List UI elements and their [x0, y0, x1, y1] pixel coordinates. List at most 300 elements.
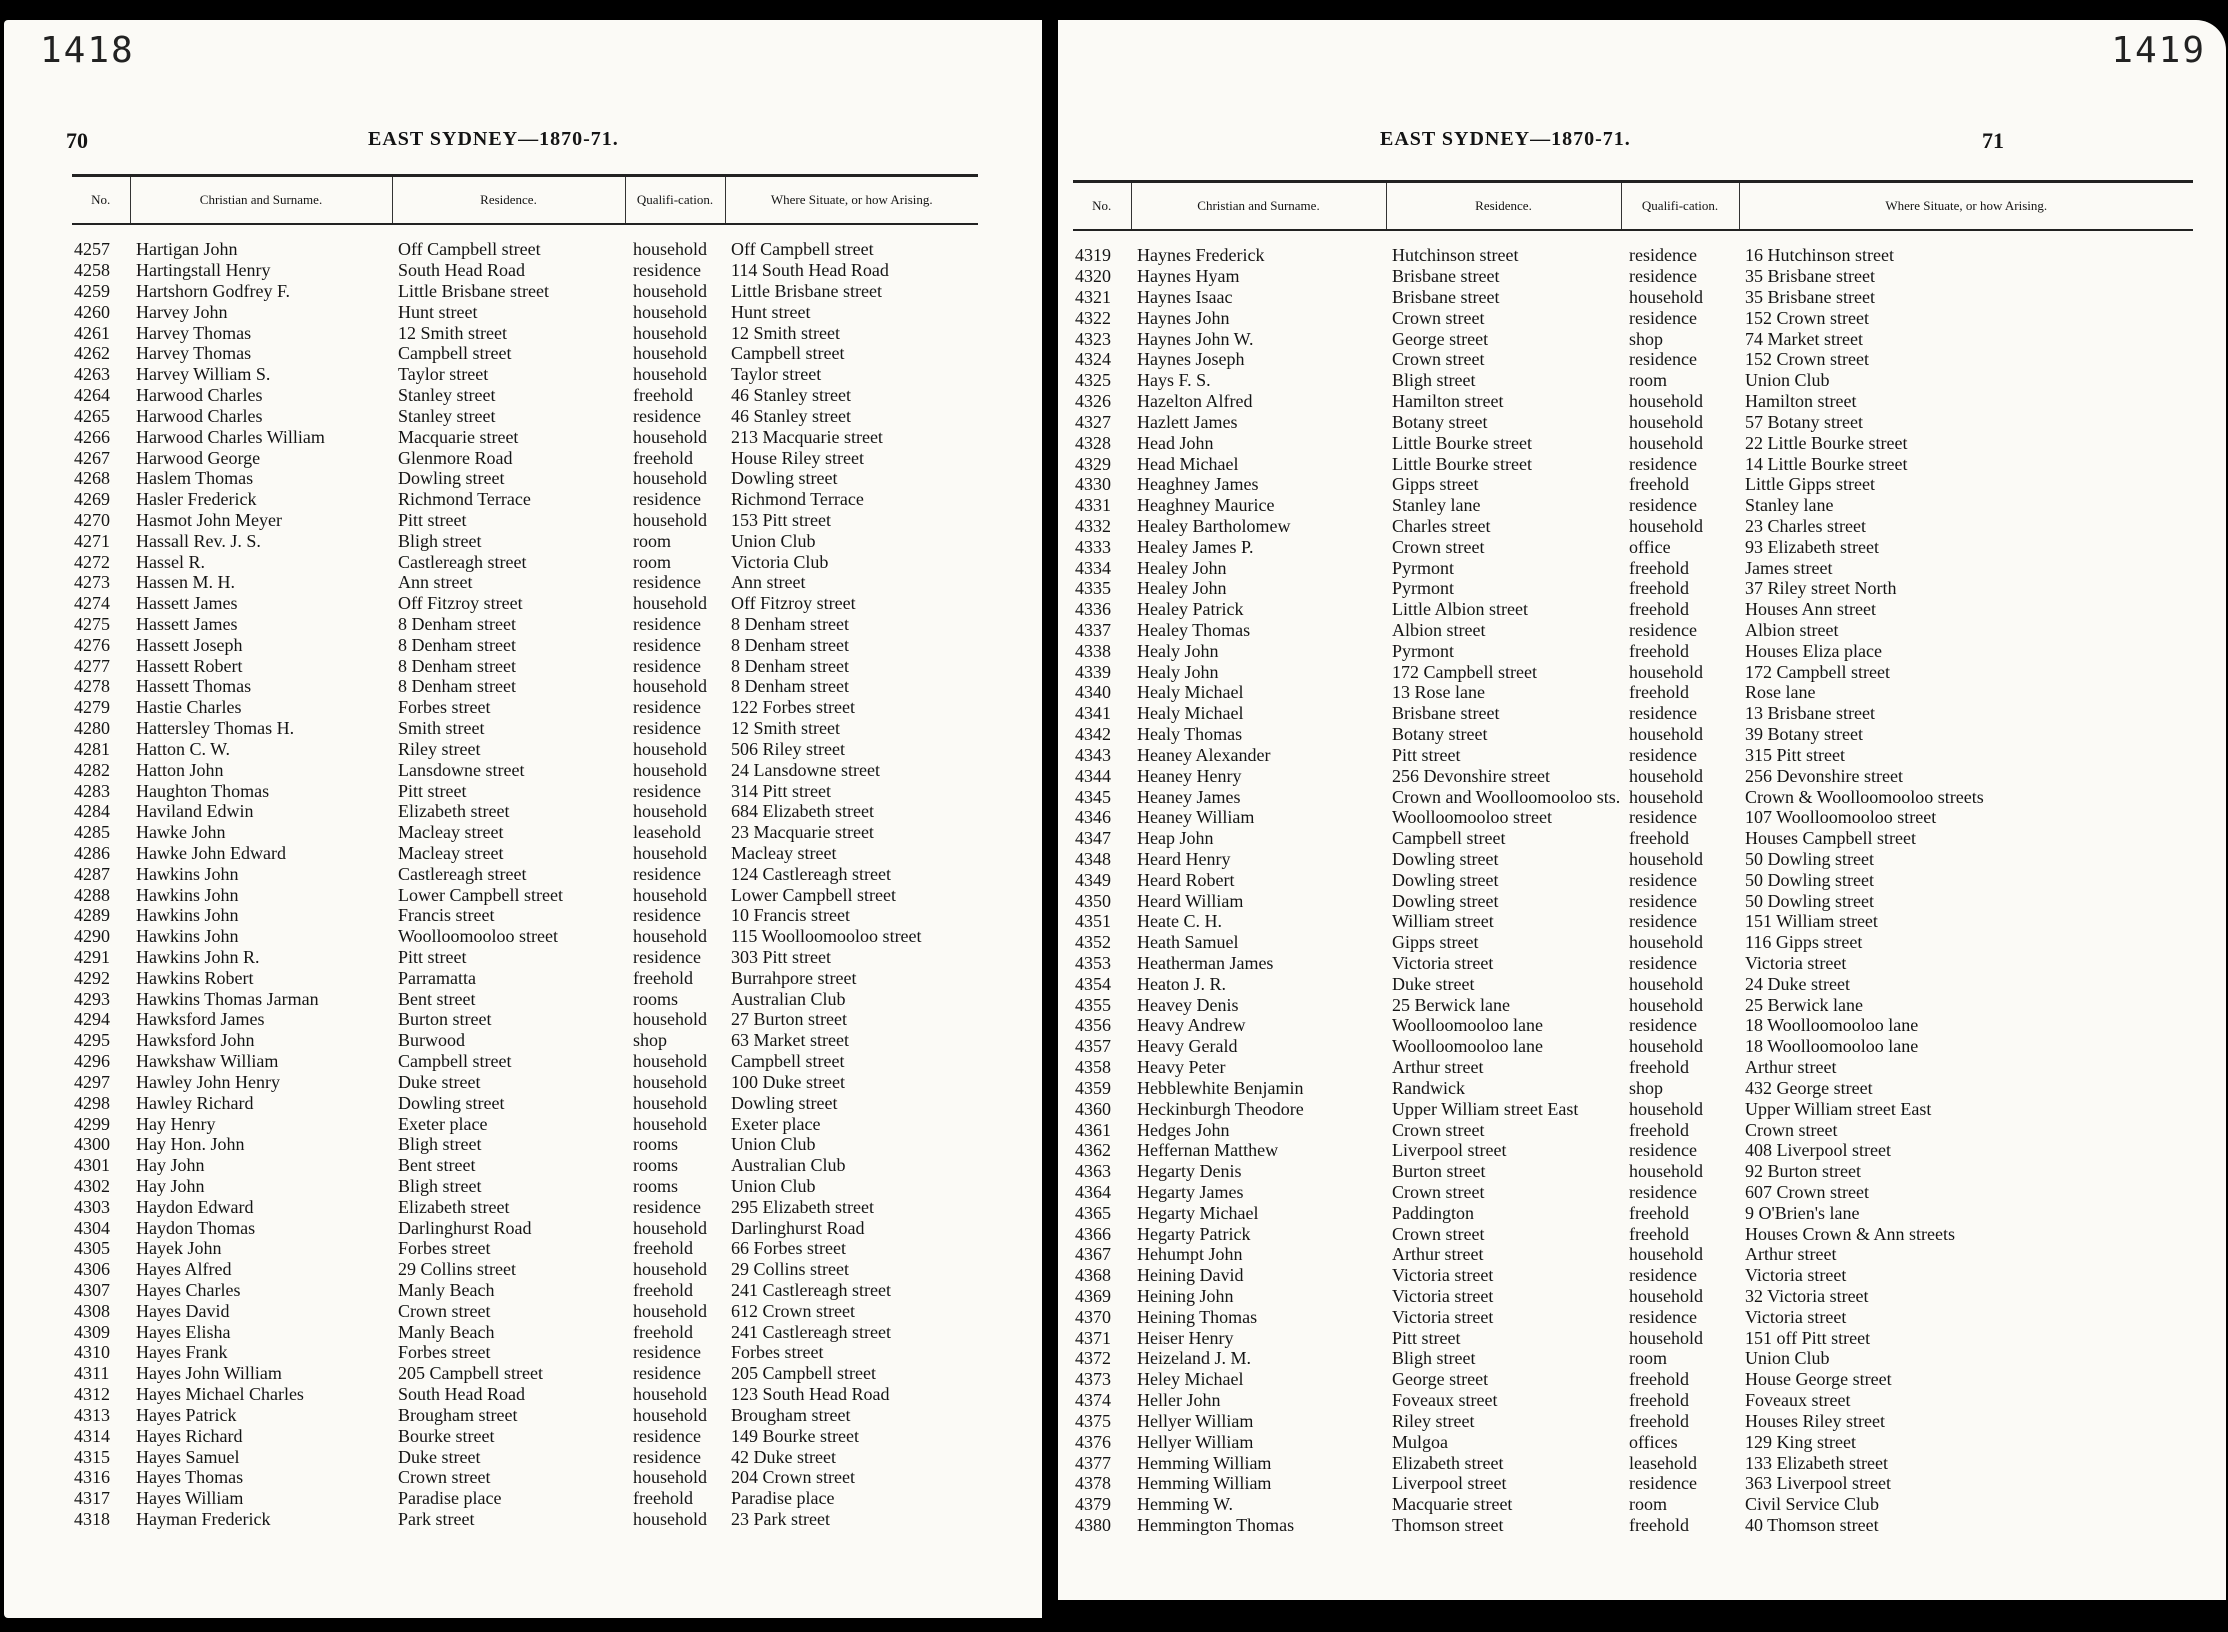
residence: Little Bourke street — [1392, 432, 1532, 453]
elector-name: Hassett James — [136, 614, 238, 635]
qualification: freehold — [1629, 682, 1689, 703]
residence: Pitt street — [398, 780, 467, 801]
table-row — [72, 967, 978, 988]
residence: Crown and Woolloomooloo sts. — [1392, 786, 1621, 807]
where-situate: 35 Brisbane street — [1745, 266, 1875, 287]
elector-name: Heap John — [1137, 828, 1214, 849]
table-row — [72, 1238, 978, 1259]
entry-number: 4328 — [1075, 432, 1111, 453]
where-situate: Union Club — [731, 1175, 816, 1196]
residence: Crown street — [1392, 536, 1485, 557]
residence: Crown street — [1392, 1119, 1485, 1140]
qualification: residence — [633, 614, 701, 635]
table-row — [72, 884, 978, 905]
table-row — [1073, 1348, 2193, 1369]
table-row — [72, 1113, 978, 1134]
residence: 205 Campbell street — [398, 1363, 543, 1384]
table-row — [1073, 370, 2193, 391]
elector-name: Hayes Michael Charles — [136, 1384, 304, 1405]
residence: Victoria street — [1392, 1286, 1494, 1307]
residence: 256 Devonshire street — [1392, 765, 1550, 786]
elector-name: Hemming W. — [1137, 1494, 1234, 1515]
entry-number: 4352 — [1075, 932, 1111, 953]
entry-number: 4325 — [1075, 370, 1111, 391]
residence: Stanley street — [398, 385, 496, 406]
where-situate: 151 William street — [1745, 911, 1878, 932]
table-row — [72, 739, 978, 760]
residence: 172 Campbell street — [1392, 661, 1537, 682]
residence: Off Fitzroy street — [398, 593, 523, 614]
elector-name: Heavy Peter — [1137, 1057, 1226, 1078]
table-row — [1073, 724, 2193, 745]
entry-number: 4301 — [74, 1155, 110, 1176]
qualification: household — [1629, 432, 1703, 453]
elector-name: Hazlett James — [1137, 411, 1238, 432]
table-row — [1073, 349, 2193, 370]
elector-name: Harwood George — [136, 447, 261, 468]
elector-name: Healey James P. — [1137, 536, 1254, 557]
entry-number: 4338 — [1075, 640, 1111, 661]
table-row — [1073, 703, 2193, 724]
table-row — [72, 1155, 978, 1176]
elector-name: Heath Samuel — [1137, 932, 1239, 953]
table-row — [1073, 953, 2193, 974]
entry-number: 4270 — [74, 509, 110, 530]
qualification: freehold — [1629, 1514, 1689, 1535]
residence: Little Bourke street — [1392, 453, 1532, 474]
entry-number: 4327 — [1075, 411, 1111, 432]
residence: Off Campbell street — [398, 239, 541, 260]
where-situate: 172 Campbell street — [1745, 661, 1890, 682]
table-row — [72, 530, 978, 551]
where-situate: Crown & Woolloomooloo streets — [1745, 786, 1984, 807]
where-situate: 315 Pitt street — [1745, 744, 1845, 765]
entry-number: 4315 — [74, 1446, 110, 1467]
qualification: residence — [1629, 495, 1697, 516]
residence: Manly Beach — [398, 1321, 495, 1342]
residence: Elizabeth street — [1392, 1452, 1504, 1473]
residence: Glenmore Road — [398, 447, 513, 468]
qualification: residence — [633, 905, 701, 926]
where-situate: Albion street — [1745, 620, 1839, 641]
entry-number: 4364 — [1075, 1181, 1111, 1202]
qualification: freehold — [633, 967, 693, 988]
elector-name: Heining John — [1137, 1286, 1234, 1307]
elector-name: Hawkins John — [136, 884, 239, 905]
table-row — [1073, 1036, 2193, 1057]
table-row — [1073, 640, 2193, 661]
residence: Castlereagh street — [398, 863, 527, 884]
elector-name: Hatton John — [136, 759, 224, 780]
qualification: residence — [1629, 1181, 1697, 1202]
entry-number: 4288 — [74, 884, 110, 905]
elector-name: Heining David — [1137, 1265, 1244, 1286]
elector-name: Healy Thomas — [1137, 724, 1243, 745]
table-row — [72, 1092, 978, 1113]
where-situate: 18 Woolloomooloo lane — [1745, 1036, 1919, 1057]
where-situate: 133 Elizabeth street — [1745, 1452, 1888, 1473]
entry-number: 4283 — [74, 780, 110, 801]
entry-number: 4290 — [74, 926, 110, 947]
table-row — [1073, 1369, 2193, 1390]
qualification: household — [633, 364, 707, 385]
where-situate: 18 Woolloomooloo lane — [1745, 1015, 1919, 1036]
qualification: residence — [633, 863, 701, 884]
elector-name: Heffernan Matthew — [1137, 1140, 1279, 1161]
col-header-residence: Residence. — [392, 176, 625, 225]
residence: Park street — [398, 1508, 475, 1529]
table-row — [72, 1030, 978, 1051]
entry-number: 4343 — [1075, 744, 1111, 765]
entry-number: 4369 — [1075, 1286, 1111, 1307]
where-situate: Brougham street — [731, 1404, 851, 1425]
residence: Liverpool street — [1392, 1140, 1507, 1161]
elector-name: Hay John — [136, 1175, 205, 1196]
where-situate: Australian Club — [731, 988, 846, 1009]
table-row — [72, 385, 978, 406]
residence: Crown street — [398, 1300, 491, 1321]
where-situate: Crown street — [1745, 1119, 1838, 1140]
where-situate: Upper William street East — [1745, 1098, 1932, 1119]
where-situate: Dowling street — [731, 468, 838, 489]
elector-name: Hayes Charles — [136, 1280, 241, 1301]
residence: Pitt street — [398, 947, 467, 968]
elector-name: Hehumpt John — [1137, 1244, 1243, 1265]
qualification: residence — [633, 1363, 701, 1384]
qualification: residence — [1629, 953, 1697, 974]
qualification: residence — [633, 1196, 701, 1217]
page-number: 71 — [1982, 128, 2004, 153]
table-row — [1073, 230, 2193, 266]
residence: Victoria street — [1392, 1265, 1494, 1286]
qualification: residence — [1629, 453, 1697, 474]
residence: Dowling street — [398, 468, 505, 489]
table-row — [1073, 661, 2193, 682]
where-situate: 66 Forbes street — [731, 1238, 846, 1259]
qualification: residence — [1629, 1265, 1697, 1286]
elector-name: Heiser Henry — [1137, 1327, 1234, 1348]
running-head: EAST SYDNEY—1870-71. — [1380, 128, 1631, 150]
table-row — [1073, 266, 2193, 287]
table-row — [1073, 474, 2193, 495]
where-situate: 9 O'Brien's lane — [1745, 1202, 1860, 1223]
elector-name: Hayes John William — [136, 1363, 282, 1384]
qualification: rooms — [633, 1175, 678, 1196]
qualification: household — [633, 926, 707, 947]
residence: Dowling street — [398, 1092, 505, 1113]
where-situate: Hunt street — [731, 301, 811, 322]
table-row — [1073, 1202, 2193, 1223]
entry-number: 4373 — [1075, 1369, 1111, 1390]
residence: Campbell street — [398, 343, 512, 364]
residence: Liverpool street — [1392, 1473, 1507, 1494]
table-row — [1073, 1140, 2193, 1161]
qualification: residence — [633, 1342, 701, 1363]
entry-number: 4294 — [74, 1009, 110, 1030]
residence: Stanley street — [398, 405, 496, 426]
elector-name: Hassall Rev. J. S. — [136, 530, 261, 551]
table-row — [72, 224, 978, 260]
folio-stamp: 1418 — [40, 30, 135, 71]
elector-name: Healy John — [1137, 640, 1219, 661]
elector-name: Hay John — [136, 1155, 205, 1176]
where-situate: Australian Club — [731, 1155, 846, 1176]
elector-name: Hastie Charles — [136, 697, 242, 718]
elector-name: Heaney James — [1137, 786, 1241, 807]
entry-number: 4329 — [1075, 453, 1111, 474]
elector-name: Heaghney James — [1137, 474, 1259, 495]
where-situate: Burrahpore street — [731, 967, 857, 988]
qualification: household — [633, 676, 707, 697]
elector-name: Hawksford John — [136, 1030, 255, 1051]
entry-number: 4265 — [74, 405, 110, 426]
qualification: freehold — [1629, 474, 1689, 495]
residence: Randwick — [1392, 1077, 1465, 1098]
where-situate: 684 Elizabeth street — [731, 801, 874, 822]
entry-number: 4317 — [74, 1488, 110, 1509]
qualification: residence — [633, 572, 701, 593]
where-situate: Victoria street — [1745, 953, 1847, 974]
qualification: household — [633, 1113, 707, 1134]
where-situate: 408 Liverpool street — [1745, 1140, 1891, 1161]
residence: Pyrmont — [1392, 578, 1455, 599]
qualification: household — [633, 1259, 707, 1280]
residence: Lower Campbell street — [398, 884, 563, 905]
where-situate: 37 Riley street North — [1745, 578, 1897, 599]
residence: Hutchinson street — [1392, 245, 1519, 266]
elector-name: Heckinburgh Theodore — [1137, 1098, 1304, 1119]
entry-number: 4366 — [1075, 1223, 1111, 1244]
table-row — [1073, 1182, 2193, 1203]
residence: Manly Beach — [398, 1280, 495, 1301]
residence: Gipps street — [1392, 932, 1479, 953]
entry-number: 4340 — [1075, 682, 1111, 703]
residence: Riley street — [398, 738, 481, 759]
qualification: freehold — [1629, 1119, 1689, 1140]
entry-number: 4350 — [1075, 890, 1111, 911]
entry-number: 4292 — [74, 967, 110, 988]
entry-number: 4299 — [74, 1113, 110, 1134]
entry-number: 4285 — [74, 822, 110, 843]
qualification: leasehold — [1629, 1452, 1697, 1473]
where-situate: 205 Campbell street — [731, 1363, 876, 1384]
where-situate: 295 Elizabeth street — [731, 1196, 874, 1217]
entry-number: 4266 — [74, 426, 110, 447]
where-situate: House George street — [1745, 1369, 1892, 1390]
where-situate: Forbes street — [731, 1342, 824, 1363]
qualification: household — [633, 801, 707, 822]
where-situate: Houses Campbell street — [1745, 828, 1916, 849]
residence: Mulgoa — [1392, 1431, 1448, 1452]
elector-name: Harvey Thomas — [136, 322, 252, 343]
elector-name: Haynes Hyam — [1137, 266, 1240, 287]
table-row — [72, 1280, 978, 1301]
elector-name: Hartigan John — [136, 239, 238, 260]
residence: South Head Road — [398, 260, 525, 281]
entry-number: 4267 — [74, 447, 110, 468]
residence: Taylor street — [398, 364, 489, 385]
table-row — [1073, 911, 2193, 932]
qualification: household — [1629, 994, 1703, 1015]
qualification: residence — [633, 634, 701, 655]
where-situate: Exeter place — [731, 1113, 821, 1134]
where-situate: Union Club — [731, 530, 816, 551]
qualification: household — [633, 759, 707, 780]
qualification: residence — [633, 718, 701, 739]
elector-name: Hawke John — [136, 822, 226, 843]
elector-name: Hawke John Edward — [136, 842, 286, 863]
entry-number: 4319 — [1075, 245, 1111, 266]
table-row — [72, 593, 978, 614]
entry-number: 4302 — [74, 1175, 110, 1196]
elector-name: Hayes Patrick — [136, 1404, 237, 1425]
table-row — [1073, 1494, 2193, 1515]
elector-name: Hassen M. H. — [136, 572, 235, 593]
residence: Woolloomooloo street — [1392, 807, 1553, 828]
entry-number: 4287 — [74, 863, 110, 884]
qualification: household — [1629, 1327, 1703, 1348]
where-situate: 29 Collins street — [731, 1259, 849, 1280]
where-situate: 25 Berwick lane — [1745, 994, 1863, 1015]
elector-name: Hawkins Robert — [136, 967, 254, 988]
elector-name: Healey John — [1137, 578, 1227, 599]
residence: Woolloomooloo lane — [1392, 1036, 1544, 1057]
qualification: freehold — [1629, 1410, 1689, 1431]
entry-number: 4275 — [74, 614, 110, 635]
residence: Macleay street — [398, 822, 504, 843]
entry-number: 4297 — [74, 1071, 110, 1092]
elector-name: Heard Robert — [1137, 869, 1235, 890]
table-row — [1073, 828, 2193, 849]
where-situate: 363 Liverpool street — [1745, 1473, 1891, 1494]
qualification: residence — [633, 260, 701, 281]
qualification: household — [633, 1217, 707, 1238]
elector-name: Hayes Samuel — [136, 1446, 240, 1467]
table-row — [1073, 495, 2193, 516]
table-row — [72, 697, 978, 718]
entry-number: 4286 — [74, 842, 110, 863]
qualification: residence — [1629, 744, 1697, 765]
page-number: 70 — [66, 128, 88, 153]
where-situate: 115 Woolloomooloo street — [731, 926, 922, 947]
qualification: household — [633, 1092, 707, 1113]
entry-number: 4278 — [74, 676, 110, 697]
entry-number: 4349 — [1075, 869, 1111, 890]
table-row — [72, 406, 978, 427]
elector-name: Haydon Thomas — [136, 1217, 256, 1238]
table-row — [72, 718, 978, 739]
residence: Campbell street — [398, 1051, 512, 1072]
entry-number: 4347 — [1075, 828, 1111, 849]
where-situate: 314 Pitt street — [731, 780, 831, 801]
where-situate: Foveaux street — [1745, 1390, 1851, 1411]
entry-number: 4322 — [1075, 307, 1111, 328]
folio-stamp: 1419 — [2111, 30, 2206, 71]
residence: Woolloomooloo lane — [1392, 1015, 1544, 1036]
entry-number: 4377 — [1075, 1452, 1111, 1473]
qualification: freehold — [633, 1488, 693, 1509]
where-situate: 50 Dowling street — [1745, 890, 1874, 911]
elector-name: Hay Henry — [136, 1113, 216, 1134]
qualification: residence — [633, 655, 701, 676]
residence: Paddington — [1392, 1202, 1475, 1223]
entry-number: 4323 — [1075, 328, 1111, 349]
qualification: rooms — [633, 988, 678, 1009]
col-header-name: Christian and Surname. — [1131, 182, 1386, 231]
table-row — [1073, 578, 2193, 599]
residence: Bligh street — [398, 1134, 482, 1155]
entry-number: 4370 — [1075, 1306, 1111, 1327]
elector-name: Heley Michael — [1137, 1369, 1244, 1390]
qualification: freehold — [633, 1321, 693, 1342]
where-situate: 8 Denham street — [731, 676, 849, 697]
elector-name: Hasler Frederick — [136, 489, 257, 510]
where-situate: 63 Market street — [731, 1030, 849, 1051]
residence: Pyrmont — [1392, 640, 1455, 661]
where-situate: 151 off Pitt street — [1745, 1327, 1871, 1348]
residence: Exeter place — [398, 1113, 488, 1134]
entry-number: 4260 — [74, 301, 110, 322]
qualification: residence — [1629, 703, 1697, 724]
where-situate: 129 King street — [1745, 1431, 1856, 1452]
elector-name: Hawksford James — [136, 1009, 265, 1030]
elector-name: Hemming William — [1137, 1452, 1272, 1473]
where-situate: Paradise place — [731, 1488, 835, 1509]
where-situate: Little Brisbane street — [731, 281, 882, 302]
entry-number: 4296 — [74, 1051, 110, 1072]
residence: Bligh street — [1392, 1348, 1476, 1369]
elector-name: Hemming William — [1137, 1473, 1272, 1494]
residence: Richmond Terrace — [398, 489, 531, 510]
where-situate: Stanley lane — [1745, 495, 1834, 516]
elector-name: Heaney Alexander — [1137, 744, 1271, 765]
residence: Gipps street — [1392, 474, 1479, 495]
elector-name: Healy John — [1137, 661, 1219, 682]
residence: Elizabeth street — [398, 801, 510, 822]
residence: Duke street — [398, 1446, 481, 1467]
table-row — [72, 1196, 978, 1217]
where-situate: Union Club — [1745, 1348, 1830, 1369]
where-situate: 123 South Head Road — [731, 1384, 890, 1405]
elector-name: Hawkins Thomas Jarman — [136, 988, 319, 1009]
table-row — [1073, 620, 2193, 641]
elector-name: Hatton C. W. — [136, 738, 231, 759]
qualification: household — [633, 322, 707, 343]
table-row — [1073, 1452, 2193, 1473]
qualification: residence — [1629, 1140, 1697, 1161]
entry-number: 4335 — [1075, 578, 1111, 599]
elector-name: Hawkins John — [136, 926, 239, 947]
table-row — [72, 863, 978, 884]
where-situate: 13 Brisbane street — [1745, 703, 1875, 724]
entry-number: 4371 — [1075, 1327, 1111, 1348]
table-row — [1073, 557, 2193, 578]
qualification: freehold — [1629, 640, 1689, 661]
table-row — [1073, 1431, 2193, 1452]
entry-number: 4272 — [74, 551, 110, 572]
elector-name: Hedges John — [1137, 1119, 1230, 1140]
table-row — [1073, 765, 2193, 786]
elector-name: Heaghney Maurice — [1137, 495, 1275, 516]
elector-name: Haynes Joseph — [1137, 349, 1245, 370]
entry-number: 4282 — [74, 759, 110, 780]
col-header-no: No. — [72, 176, 130, 225]
table-row — [72, 1425, 978, 1446]
table-row — [1073, 849, 2193, 870]
elector-name: Hawkins John — [136, 863, 239, 884]
qualification: residence — [1629, 911, 1697, 932]
entry-number: 4320 — [1075, 266, 1111, 287]
